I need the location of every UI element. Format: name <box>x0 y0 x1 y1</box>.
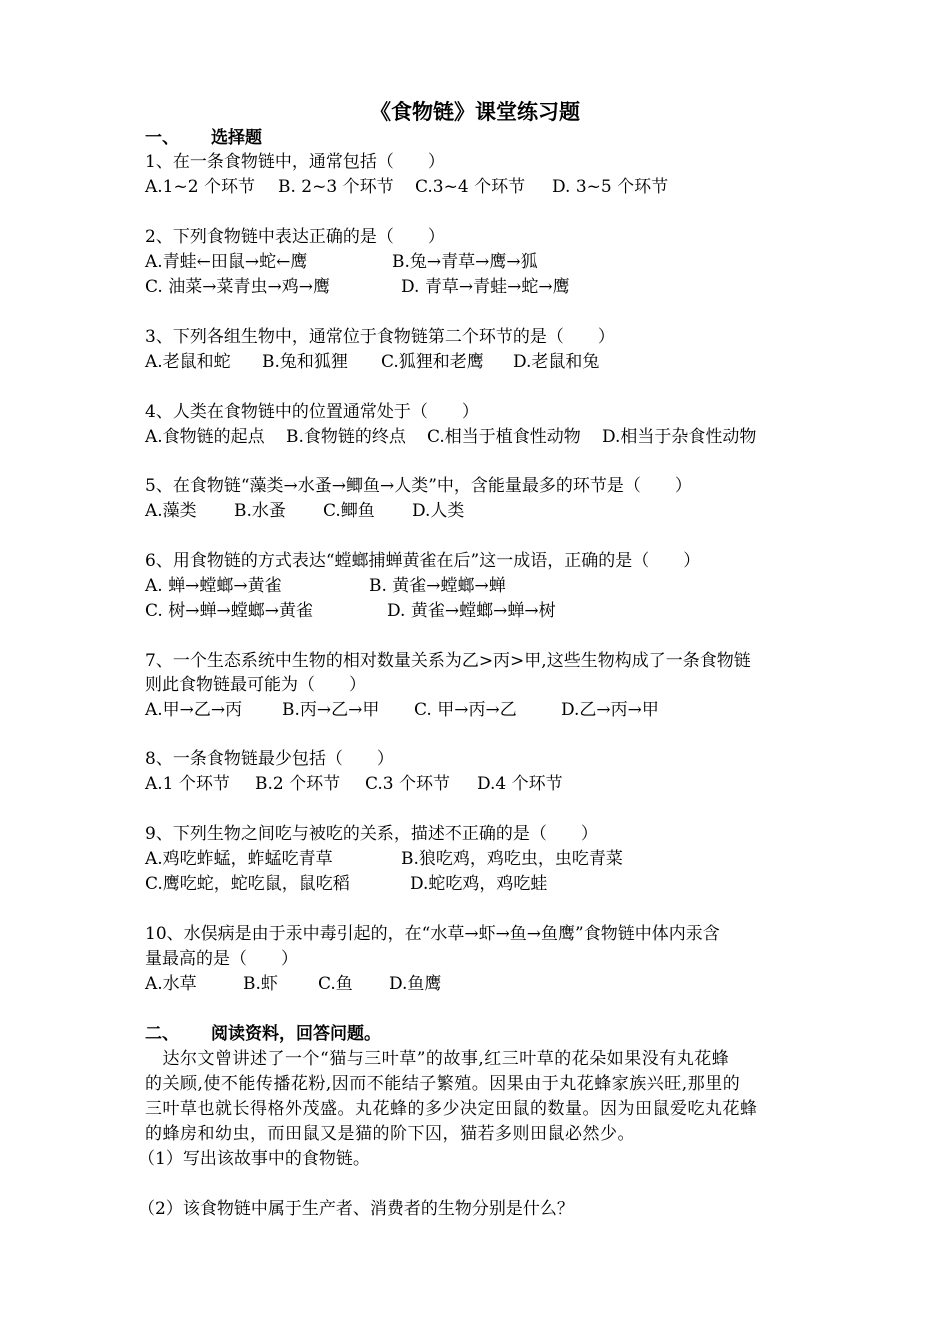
option-b: B.2 个环节 <box>255 774 341 794</box>
question-6-options-row2 <box>145 599 825 624</box>
sub-question-1: （1）写出该故事中的食物链。 <box>138 1149 370 1169</box>
question-3-options <box>145 350 825 375</box>
option-d: D.人类 <box>412 501 465 521</box>
option-c: C.相当于植食性动物 <box>427 427 581 447</box>
option-b: B.虾 <box>243 974 278 994</box>
option-b: B. 2~3 个环节 <box>278 177 394 197</box>
option-a: A.青蛙←田鼠→蛇←鹰 <box>145 252 308 272</box>
option-a: A.食物链的起点 <box>145 427 265 447</box>
option-b: B. 黄雀→螳螂→蝉 <box>369 576 506 596</box>
question-9-options-row2 <box>145 872 825 897</box>
section-heading-choice <box>145 126 825 151</box>
question-7-options <box>145 698 825 723</box>
option-d: D.相当于杂食性动物 <box>602 427 757 447</box>
question-10-stem-line1: 10、水俣病是由于汞中毒引起的，在“水草→虾→鱼→鱼鹰”食物链中体内汞含 <box>145 924 720 944</box>
option-c: C. 树→蝉→螳螂→黄雀 <box>145 601 313 621</box>
option-b: B.狼吃鸡，鸡吃虫，虫吃青菜 <box>401 849 623 869</box>
option-d: D. 黄雀→螳螂→蝉→树 <box>387 601 556 621</box>
question-5-stem: 5、在食物链“藻类→水蚤→鲫鱼→人类”中，含能量最多的环节是（ ） <box>145 476 692 496</box>
option-c: C.3~4 个环节 <box>415 177 526 197</box>
option-d: D. 青草→青蛙→蛇→鹰 <box>401 277 570 297</box>
question-7-stem-line1: 7、一个生态系统中生物的相对数量关系为乙>丙>甲,这些生物构成了一条食物链 <box>145 651 751 671</box>
option-d: D.乙→丙→甲 <box>561 700 659 720</box>
option-b: B.水蚤 <box>234 501 286 521</box>
question-6-options-row1 <box>145 574 825 599</box>
question-2-options-row1 <box>145 250 825 275</box>
option-a: A.藻类 <box>145 501 197 521</box>
question-1-stem: 1、在一条食物链中，通常包括（ ） <box>145 152 445 172</box>
question-4-stem: 4、人类在食物链中的位置通常处于（ ） <box>145 402 479 422</box>
passage-line-1: 达尔文曾讲述了一个“猫与三叶草”的故事,红三叶草的花朵如果没有丸花蜂 <box>145 1049 730 1069</box>
question-3-stem: 3、下列各组生物中，通常位于食物链第二个环节的是（ ） <box>145 327 615 347</box>
question-9-options-row1 <box>145 847 825 872</box>
option-c: C. 油菜→菜青虫→鸡→鹰 <box>145 277 330 297</box>
option-d: D.鱼鹰 <box>389 974 442 994</box>
option-d: D.老鼠和兔 <box>513 352 600 372</box>
option-b: B.兔和狐狸 <box>262 352 348 372</box>
section-number: 一、 <box>145 128 179 148</box>
option-d: D. 3~5 个环节 <box>552 177 669 197</box>
option-b: B.食物链的终点 <box>286 427 406 447</box>
option-d: D.蛇吃鸡，鸡吃蛙 <box>410 874 548 894</box>
option-a: A. 蝉→螳螂→黄雀 <box>145 576 282 596</box>
question-7-stem-line2: 则此食物链最可能为（ ） <box>145 675 366 695</box>
option-c: C.鹰吃蛇，蛇吃鼠，鼠吃稻 <box>145 874 350 894</box>
question-9-stem: 9、下列生物之间吃与被吃的关系，描述不正确的是（ ） <box>145 824 598 844</box>
section-label: 阅读资料，回答问题。 <box>211 1024 381 1044</box>
question-10-stem-line2: 量最高的是（ ） <box>145 949 298 969</box>
option-c: C.鲫鱼 <box>323 501 375 521</box>
option-a: A.1 个环节 <box>145 774 230 794</box>
passage-line-2: 的关顾,使不能传播花粉,因而不能结子繁殖。因果由于丸花蜂家族兴旺,那里的 <box>145 1074 741 1094</box>
section-label: 选择题 <box>211 128 262 148</box>
option-a: A.水草 <box>145 974 197 994</box>
option-c: C.鱼 <box>318 974 353 994</box>
option-a: A.老鼠和蛇 <box>145 352 231 372</box>
option-a: A.甲→乙→丙 <box>145 700 243 720</box>
option-b: B.丙→乙→甲 <box>282 700 380 720</box>
option-c: C.3 个环节 <box>365 774 451 794</box>
question-8-stem: 8、一条食物链最少包括（ ） <box>145 749 394 769</box>
option-c: C.狐狸和老鹰 <box>381 352 484 372</box>
question-4-options <box>145 425 825 450</box>
sub-question-2: （2）该食物链中属于生产者、消费者的生物分别是什么？ <box>138 1199 574 1219</box>
page-title: 《食物链》课堂练习题 <box>370 99 580 124</box>
option-c: C. 甲→丙→乙 <box>414 700 517 720</box>
section-number: 二、 <box>145 1024 179 1044</box>
passage-line-3: 三叶草也就长得格外茂盛。丸花蜂的多少决定田鼠的数量。因为田鼠爱吃丸花蜂 <box>145 1099 758 1119</box>
question-10-options <box>145 972 825 997</box>
option-a: A.鸡吃蚱蜢，蚱蜢吃青草 <box>145 849 333 869</box>
passage-line-4: 的蜂房和幼虫，而田鼠又是猫的阶下囚，猫若多则田鼠必然少。 <box>145 1124 635 1144</box>
question-1-options <box>145 175 825 200</box>
question-6-stem: 6、用食物链的方式表达“螳螂捕蝉黄雀在后”这一成语，正确的是（ ） <box>145 551 701 571</box>
question-8-options <box>145 772 825 797</box>
question-5-options <box>145 499 825 524</box>
option-a: A.1~2 个环节 <box>145 177 255 197</box>
section-heading-reading <box>145 1022 825 1047</box>
question-2-stem: 2、下列食物链中表达正确的是（ ） <box>145 227 445 247</box>
option-d: D.4 个环节 <box>477 774 563 794</box>
question-2-options-row2 <box>145 275 825 300</box>
option-b: B.兔→青草→鹰→狐 <box>392 252 538 272</box>
